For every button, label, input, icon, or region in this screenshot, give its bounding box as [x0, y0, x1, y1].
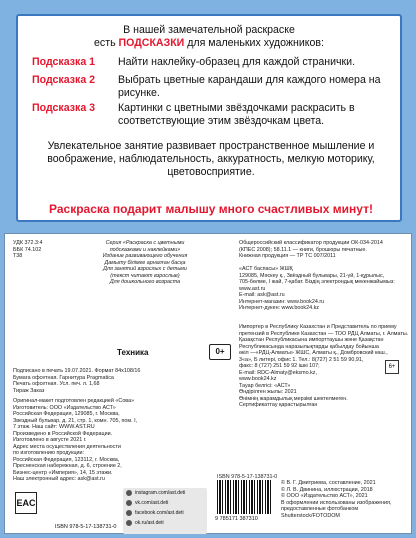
- intro-line-1: В нашей замечательной раскраске: [123, 24, 295, 36]
- age-mark-6: 6+: [385, 360, 399, 374]
- hint-3-label: Подсказка 3: [32, 102, 96, 114]
- social-ok-text: ok.ru/ast.deti: [135, 520, 164, 526]
- intro-line-2-pre: есть: [94, 37, 119, 49]
- social-ok[interactable]: [123, 518, 207, 528]
- intro-line-2-post: для маленьких художников:: [184, 37, 324, 49]
- hint-2-label: Подсказка 2: [32, 74, 96, 86]
- series-info: Серия «Раскраска с цветными подсказками и наклейками» Издание развивающего обучения Дамыту білімге арналған басқа Для занятий взрослых с детьми (текст читают взрослые) Для дошкольного возраста: [102, 240, 188, 285]
- copyright-info: © В. Г. Дмитриева, составление, 2021 © Л. В. Двинина, иллюстрации, 2018 © ООО «Издательство АСТ», 2021 В оформлении использованы изображения, предоставленные фотобанком Shutterstock/FOTODOM: [281, 480, 392, 519]
- udk-bbk: УДК 372.3:4 ББК 74.102 Т38: [13, 240, 43, 259]
- isbn-above-barcode: ISBN 978-5-17-138731-0: [217, 474, 278, 480]
- importer-info: Импортер в Республику Казахстан и Представитель по приему претензий в Республике Казахстан — ТОО РДЦ Алматы, г. Алматы. Қазақстан Республикасына импорттаушы және Қазақстан Республикасында наразылықтарды қабылдау бойынша өкіл —«РДЦ-Алматы» ЖШС, Алматы қ., Домбровский көш., 3«а», Б литері, офис 1. Тел.: 8(727) 2 51 59 90,91, факс: 8 (727) 251 59 92 ішкі 107; E-mail: RDC-Almaty@eksmo.kz, www.book24.kz Тауар белгісі: «АСТ» Өндірілген жылы: 2021 Өнімнің жарамдылық мерзімі шектелмеген. Сертификаттау қарастырылған: [239, 324, 409, 408]
- barcode: [217, 480, 273, 514]
- print-details: Подписано в печать 19.07.2021. Формат 84х108/16 Бумага офсетная. Гарнитура Pragmatica Печать офсетная. Усл. печ. л. 1,68 Тираж Заказ: [13, 368, 141, 394]
- hint-1-text: Найти наклейку-образец для каждой странички.: [118, 56, 356, 68]
- hint-2-text: Выбрать цветные карандаши для каждого номера на рисунке.: [118, 74, 381, 99]
- hint-3-text: Картинки с цветными звёздочками раскрасить в соответствующие этим звёздочкам цвета.: [118, 102, 355, 127]
- facebook-icon: [126, 510, 132, 516]
- intro-highlight: ПОДСКАЗКИ: [118, 37, 185, 49]
- ok-icon: [126, 520, 132, 526]
- imprint-panel: [4, 233, 412, 534]
- description-paragraph: Увлекательное занятие развивает пространственное мышление и воображение, наблюдательность, аккуратность, мелкую моторику, цветовосприятие.: [47, 140, 375, 178]
- hint-2: [32, 74, 381, 99]
- barcode-number: 9 785171 387310: [215, 516, 258, 522]
- publisher-kz: «АСТ баспасы» ЖШҚ 129085, Мәскеу қ., Звёздный бульвары, 21-үй, 1-құрылыс, 705-бөлме, I жай, 7-қабат. Біздің электрондық мекенжайымыз: www.ast.ru E-mail: ask@ast.ru Интернет-магазин: www.book24.ru Интернет-дүкен: www.book24.kz: [239, 266, 395, 311]
- social-facebook-text: facebook.com/ast.deti: [135, 510, 184, 516]
- age-rating: 0+: [209, 344, 231, 360]
- annotation-panel: [16, 14, 402, 222]
- hint-1: [32, 56, 356, 69]
- social-vk[interactable]: [123, 498, 207, 508]
- hint-1-label: Подсказка 1: [32, 56, 96, 68]
- social-facebook[interactable]: [123, 508, 207, 518]
- intro-line-2: [18, 37, 400, 50]
- manufacturer-info: Оригинал-макет подготовлен редакцией «Сова» Изготовитель: ООО «Издательство АСТ» Российская Федерация, 129085, г. Москва, Звездный бульвар, д. 21, стр. 1, комн. 705, пом. I, 7 этаж. Наш сайт: WWW.AST.RU Произведено в Российской Федерации. Изготовлено в августе 2021 г. Адрес места осуществления деятельности по изготовлению продукции: Российская Федерация, 123112, г. Москва, Пресненская набережная, д. 6, строение 2, Бизнес-центр «Империя», 14, 15 этажи. Наш электронный адрес: ask@ast.ru: [13, 398, 138, 482]
- finale-slogan: Раскраска подарит малышу много счастливых минут!: [49, 202, 373, 216]
- isbn-left: ISBN 978-5-17-138731-0: [55, 524, 117, 530]
- book-title: Техника: [117, 348, 149, 357]
- social-vk-text: vk.com/ast.deti: [135, 500, 169, 506]
- social-instagram-text: instagram.com/ast.deti: [135, 490, 186, 496]
- instagram-icon: [126, 490, 132, 496]
- hint-3: [32, 102, 355, 127]
- classifier-info: Общероссийский классификатор продукции ОК-034-2014 (КПЕС 2008); 58.11.1 — книги, брошюры печатные. Книжная продукция — ТР ТС 007/2011: [239, 240, 383, 259]
- social-instagram[interactable]: [123, 488, 207, 498]
- social-links: [123, 488, 207, 534]
- eac-mark: EAC: [15, 492, 37, 514]
- intro-text: [18, 24, 400, 50]
- vk-icon: [126, 500, 132, 506]
